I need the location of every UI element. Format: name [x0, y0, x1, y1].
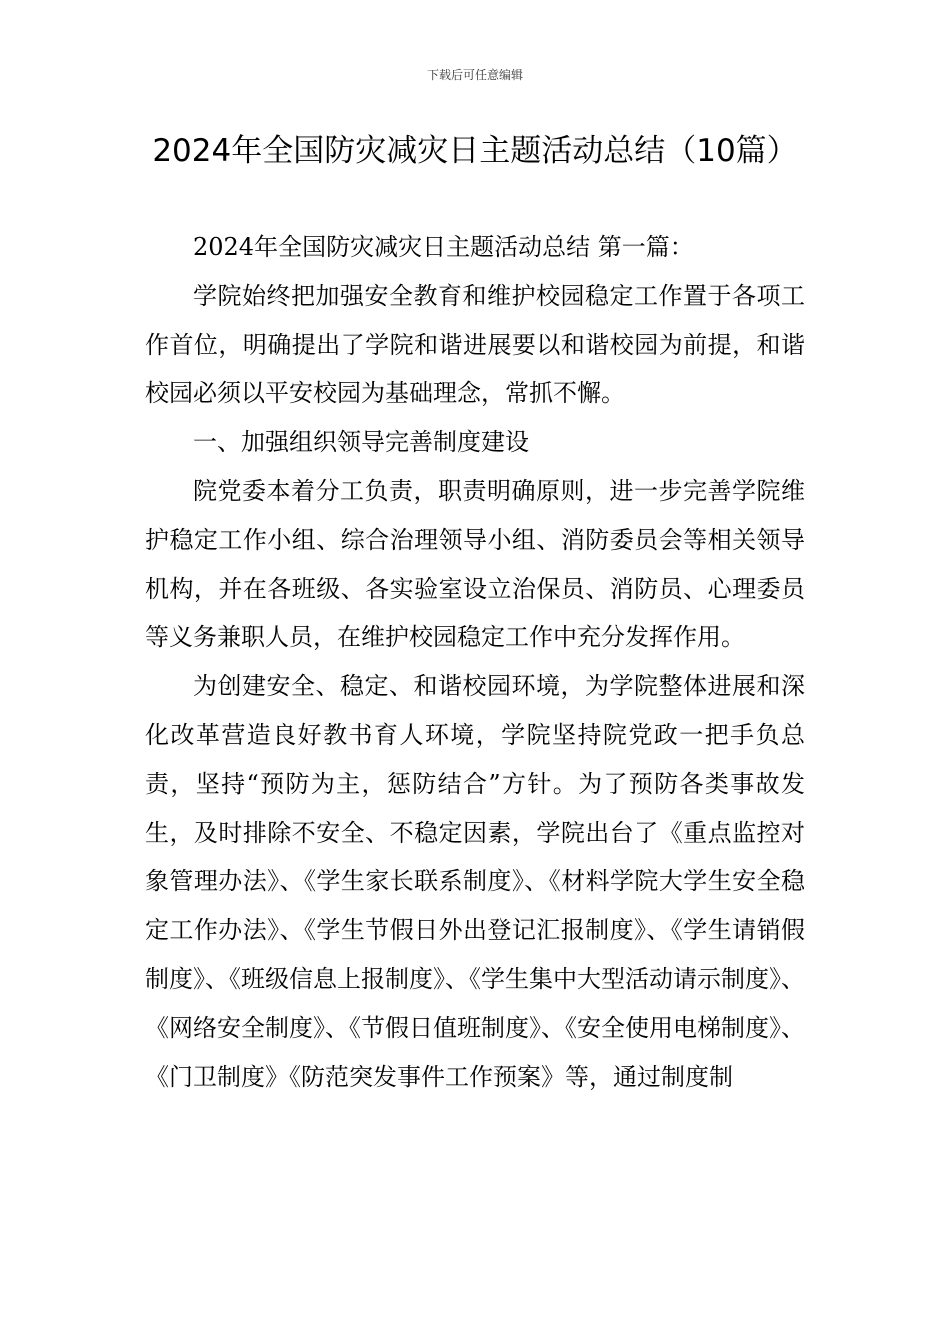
section-heading: 2024年全国防灾减灾日主题活动总结 第一篇：: [193, 233, 694, 261]
body-paragraph: 学院始终把加强安全教育和维护校园稳定工作置于各项工作首位，明确提出了学院和谐进展要以和谐校园为前提，和谐校园必须以平安校园为基础理念，常抓不懈。: [145, 281, 805, 408]
document-title: 2024年全国防灾减灾日主题活动总结（10篇）: [152, 133, 798, 169]
body-paragraph: 院党委本着分工负责，职责明确原则，进一步完善学院维护稳定工作小组、综合治理领导小组、消防委员会等相关领导机构，并在各班级、各实验室设立治保员、消防员、心理委员等义务兼职人员，在维护校园稳定工作中充分发挥作用。: [145, 476, 805, 652]
subsection-heading: 一、加强组织领导完善制度建设: [193, 428, 529, 457]
header-note: 下载后可任意编辑: [426, 68, 523, 82]
document-body: [145, 223, 805, 1101]
body-paragraph: 为创建安全、稳定、和谐校园环境，为学院整体进展和深化改革营造良好教书育人环境，学院坚持院党政一把手负总责，坚持“预防为主，惩防结合”方针。为了预防各类事故发生，及时排除不安全、不稳定因素，学院出台了《重点监控对象管理办法》、《学生家长联系制度》、《材料学院大学生安全稳定工作办法》、《学生节假日外出登记汇报制度》、《学生请销假制度》、《班级信息上报制度》、《学生集中大型活动请示制度》、《网络安全制度》、《节假日值班制度》、《安全使用电梯制度》、《门卫制度》《防范突发事件工作预案》等，通过制度制: [145, 672, 805, 1091]
